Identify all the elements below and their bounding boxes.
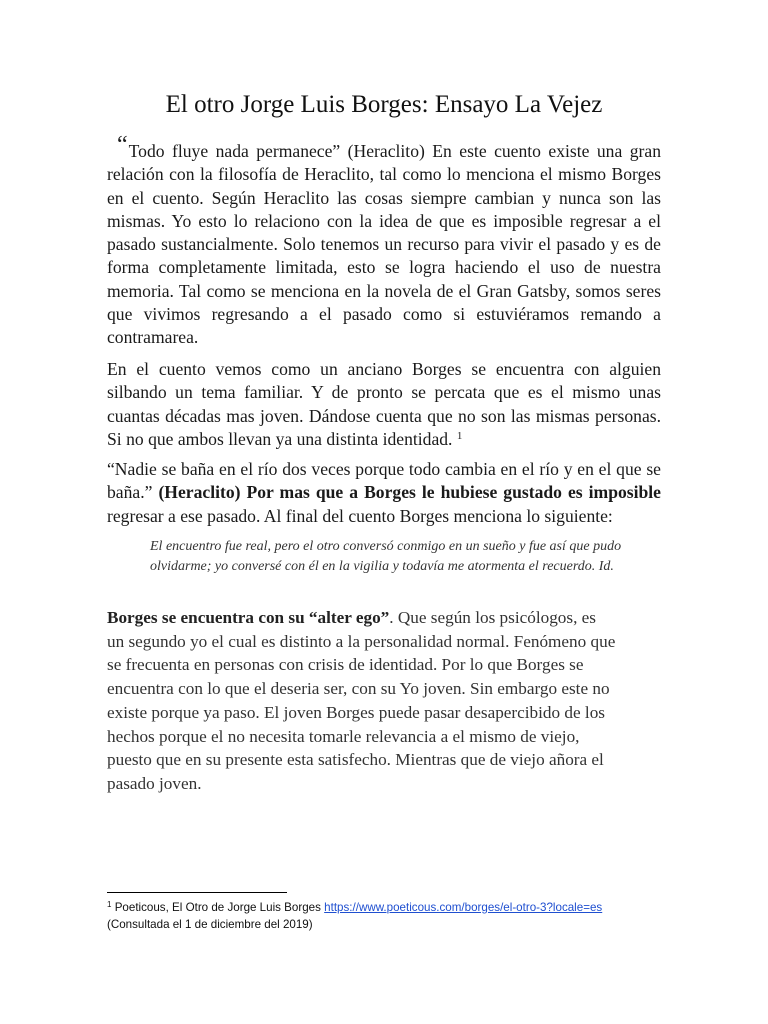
footnote-separator bbox=[107, 892, 287, 893]
paragraph-4-text: . Que según los psicólogos, es un segundo yo el cual es distinto a la personalidad normal. Fenómeno que se frecuenta en personas con crisis de identidad. Por lo que Borges se encuentra con lo que el deseria ser, con su Yo joven. Sin embargo este no existe porque ya paso. El joven Borges puede pasar desapercibido de los hechos porque el no necesita tomarle relevancia a el mismo de viejo, puesto que en su presente esta satisfecho. Mientras que de viejo añora el pasado joven. bbox=[107, 608, 616, 793]
paragraph-nadie-se-bana bbox=[107, 458, 661, 528]
footnote-number: 1 bbox=[107, 900, 112, 909]
paragraph-1-text: Todo fluye nada permanece” (Heraclito) En este cuento existe una gran relación con la filosofía de Heraclito, tal como lo menciona el mismo Borges en el cuento. Según Heraclito las cosas siempre cambian y nunca son las mismas. Yo esto lo relaciono con la idea de que es imposible regresar a el pasado sustancialmente. Solo tenemos un recurso para vivir el pasado y es de forma completamente limitada, esto se logra haciendo el uso de nuestra memoria. Tal como se menciona en la novela de el Gran Gatsby, somos seres que vivimos regresando a el pasado como si estuviéramos remando a contramarea. bbox=[107, 141, 661, 348]
footnote-reference[interactable]: 1 bbox=[456, 429, 463, 442]
paragraph-3-quote: “Nadie se baña en el río dos veces porque todo cambia en el río y en el que se baña.” bbox=[107, 459, 661, 503]
paragraph-anciano-borges bbox=[107, 358, 661, 451]
footnote bbox=[107, 900, 667, 933]
paragraph-3-rest: regresar a ese pasado. Al final del cuento Borges menciona lo siguiente: bbox=[107, 505, 613, 526]
block-quote: El encuentro fue real, pero el otro conversó conmigo en un sueño y fue así que pudo olvidarme; yo conversé con él en la vigilia y todavía me atormenta el recuerdo. Id. bbox=[150, 539, 622, 574]
footnote-consulted: (Consultada el 1 de diciembre del 2019) bbox=[107, 917, 313, 931]
paragraph-2-text: En el cuento vemos como un anciano Borges se encuentra con alguien silbando un tema familiar. Y de pronto se percata que es el mismo unas cuantas décadas mas joven. Dándose cuenta que no son las mismas personas. Si no que ambos llevan ya una distinta identidad. bbox=[107, 359, 661, 449]
paragraph-heraclito-intro bbox=[107, 132, 661, 350]
paragraph-4-bold: Borges se encuentra con su “alter ego” bbox=[107, 608, 390, 627]
footnote-link[interactable]: https://www.poeticous.com/borges/el-otro-3?locale=es bbox=[324, 901, 603, 914]
footnote-text: Poeticous, El Otro de Jorge Luis Borges bbox=[114, 901, 321, 914]
document-title: El otro Jorge Luis Borges: Ensayo La Vejez bbox=[165, 91, 603, 118]
paragraph-alter-ego bbox=[107, 606, 617, 796]
paragraph-3-bold: (Heraclito) Por mas que a Borges le hubiese gustado es imposible bbox=[158, 482, 661, 503]
opening-quote-mark: “ bbox=[117, 132, 128, 158]
